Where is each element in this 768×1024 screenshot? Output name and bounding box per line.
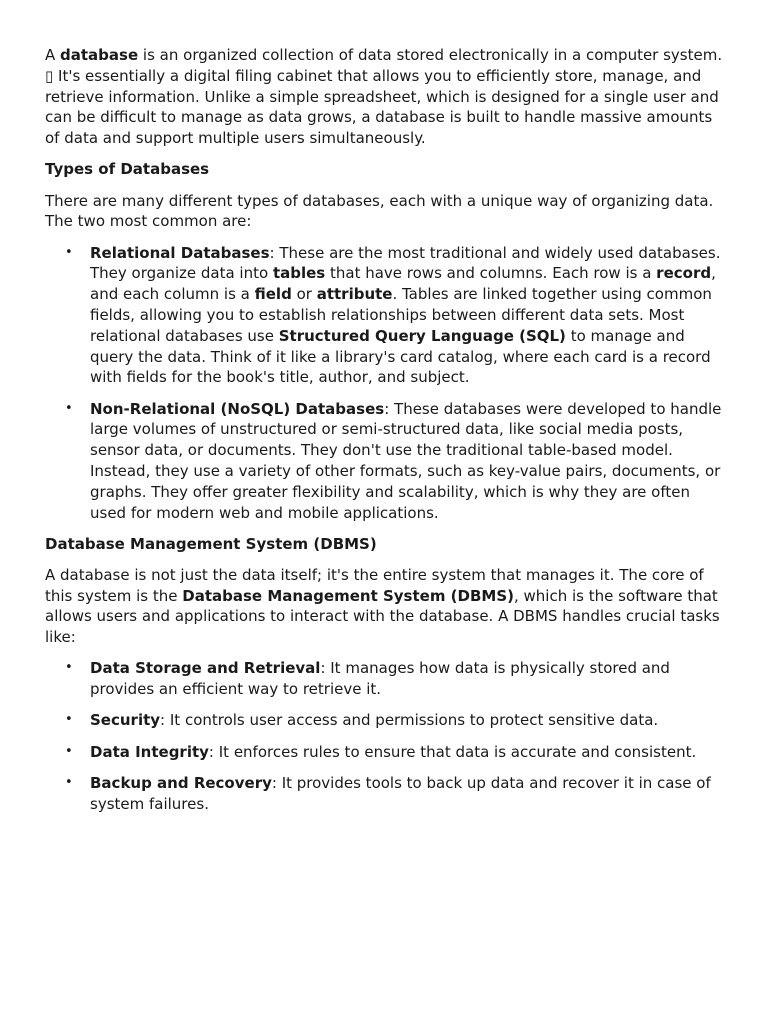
list-item-relational [45,243,723,389]
relational-text-3: , and each column is a [90,264,716,304]
dbms-heading: Database Management System (DBMS) [45,534,377,553]
bullet-icon: • [65,774,73,790]
intro-paragraph [45,45,723,149]
dbms-text-2: , which is the software that allows users and applications to interact with the database. A DBMS handles crucial tasks like: [45,586,720,647]
task-title: Data Integrity [90,742,209,761]
relational-text-4: or [291,285,317,304]
relational-bold-record: record [656,264,712,283]
dbms-tasks-list [45,658,723,814]
dbms-paragraph [45,565,723,648]
relational-text-5: . Tables are linked together using common fields, allowing you to establish relationships between different data sets. Most relational databases use [90,285,712,345]
list-item-nosql [45,399,723,524]
relational-text-2: that have rows and columns. Each row is a [325,264,657,283]
nosql-title: Non-Relational (NoSQL) Databases [90,399,385,418]
bullet-icon: • [65,743,73,759]
intro-text-1: A [45,46,61,64]
types-heading: Types of Databases [45,160,210,179]
intro-text-3: It's essentially a digital filing cabinet that allows you to efficiently store, manage, and retrieve information. Unlike a simple spreadsheet, which is designed for a single user and can be difficult to manage as data grows, a database is built to handle massive amounts of data and support multiple users simultaneously. [45,66,719,148]
relational-bold-sql: Structured Query Language (SQL) [278,326,566,345]
relational-title: Relational Databases [90,243,270,262]
task-text: : It enforces rules to ensure that data is accurate and consistent. [208,742,697,761]
relational-bold-tables: tables [272,264,326,283]
relational-text-6: to manage and query the data. Think of it like a library's card catalog, where each card is a record with fields for the book's title, author, and subject. [90,326,711,387]
task-title: Backup and Recovery [90,773,272,792]
intro-text-2: is an organized collection of data stored electronically in a computer system. [138,46,723,64]
task-text: : It controls user access and permissions to protect sensitive data. [160,711,659,730]
missing-glyph-icon: ▯ [45,66,54,85]
relational-bold-attribute: attribute [316,285,393,304]
task-title: Security [90,711,161,730]
dbms-bold-term: Database Management System (DBMS) [182,586,514,605]
task-text: : It manages how data is physically stored and provides an efficient way to retrieve it. [90,659,670,699]
relational-bold-field: field [254,285,292,304]
task-text: : It provides tools to back up data and recover it in case of system failures. [90,773,711,813]
intro-bold-database: database [60,46,139,64]
list-item [45,710,723,731]
nosql-text: : These databases were developed to handle large volumes of unstructured or semi-structured data, like social media posts, sensor data, or documents. They don't use the traditional table-based model. Instead, they use a variety of other formats, such as key-value pairs, documents, or graphs. They offer greater flexibility and scalability, which is why they are often used for modern web and mobile applications. [90,399,722,522]
bullet-icon: • [65,660,73,676]
types-intro-paragraph: There are many different types of databases, each with a unique way of organizing data. The two most common are: [45,191,714,231]
bullet-icon: • [65,244,73,260]
dbms-text-1: A database is not just the data itself; it's the entire system that manages it. The core of this system is the [45,565,704,605]
types-list [45,243,723,524]
task-title: Data Storage and Retrieval [90,659,321,678]
relational-text-1: : These are the most traditional and widely used databases. They organize data into [90,243,721,283]
bullet-icon: • [65,712,73,728]
bullet-icon: • [65,400,73,416]
list-item [45,658,723,700]
list-item [45,742,723,763]
list-item [45,773,723,815]
